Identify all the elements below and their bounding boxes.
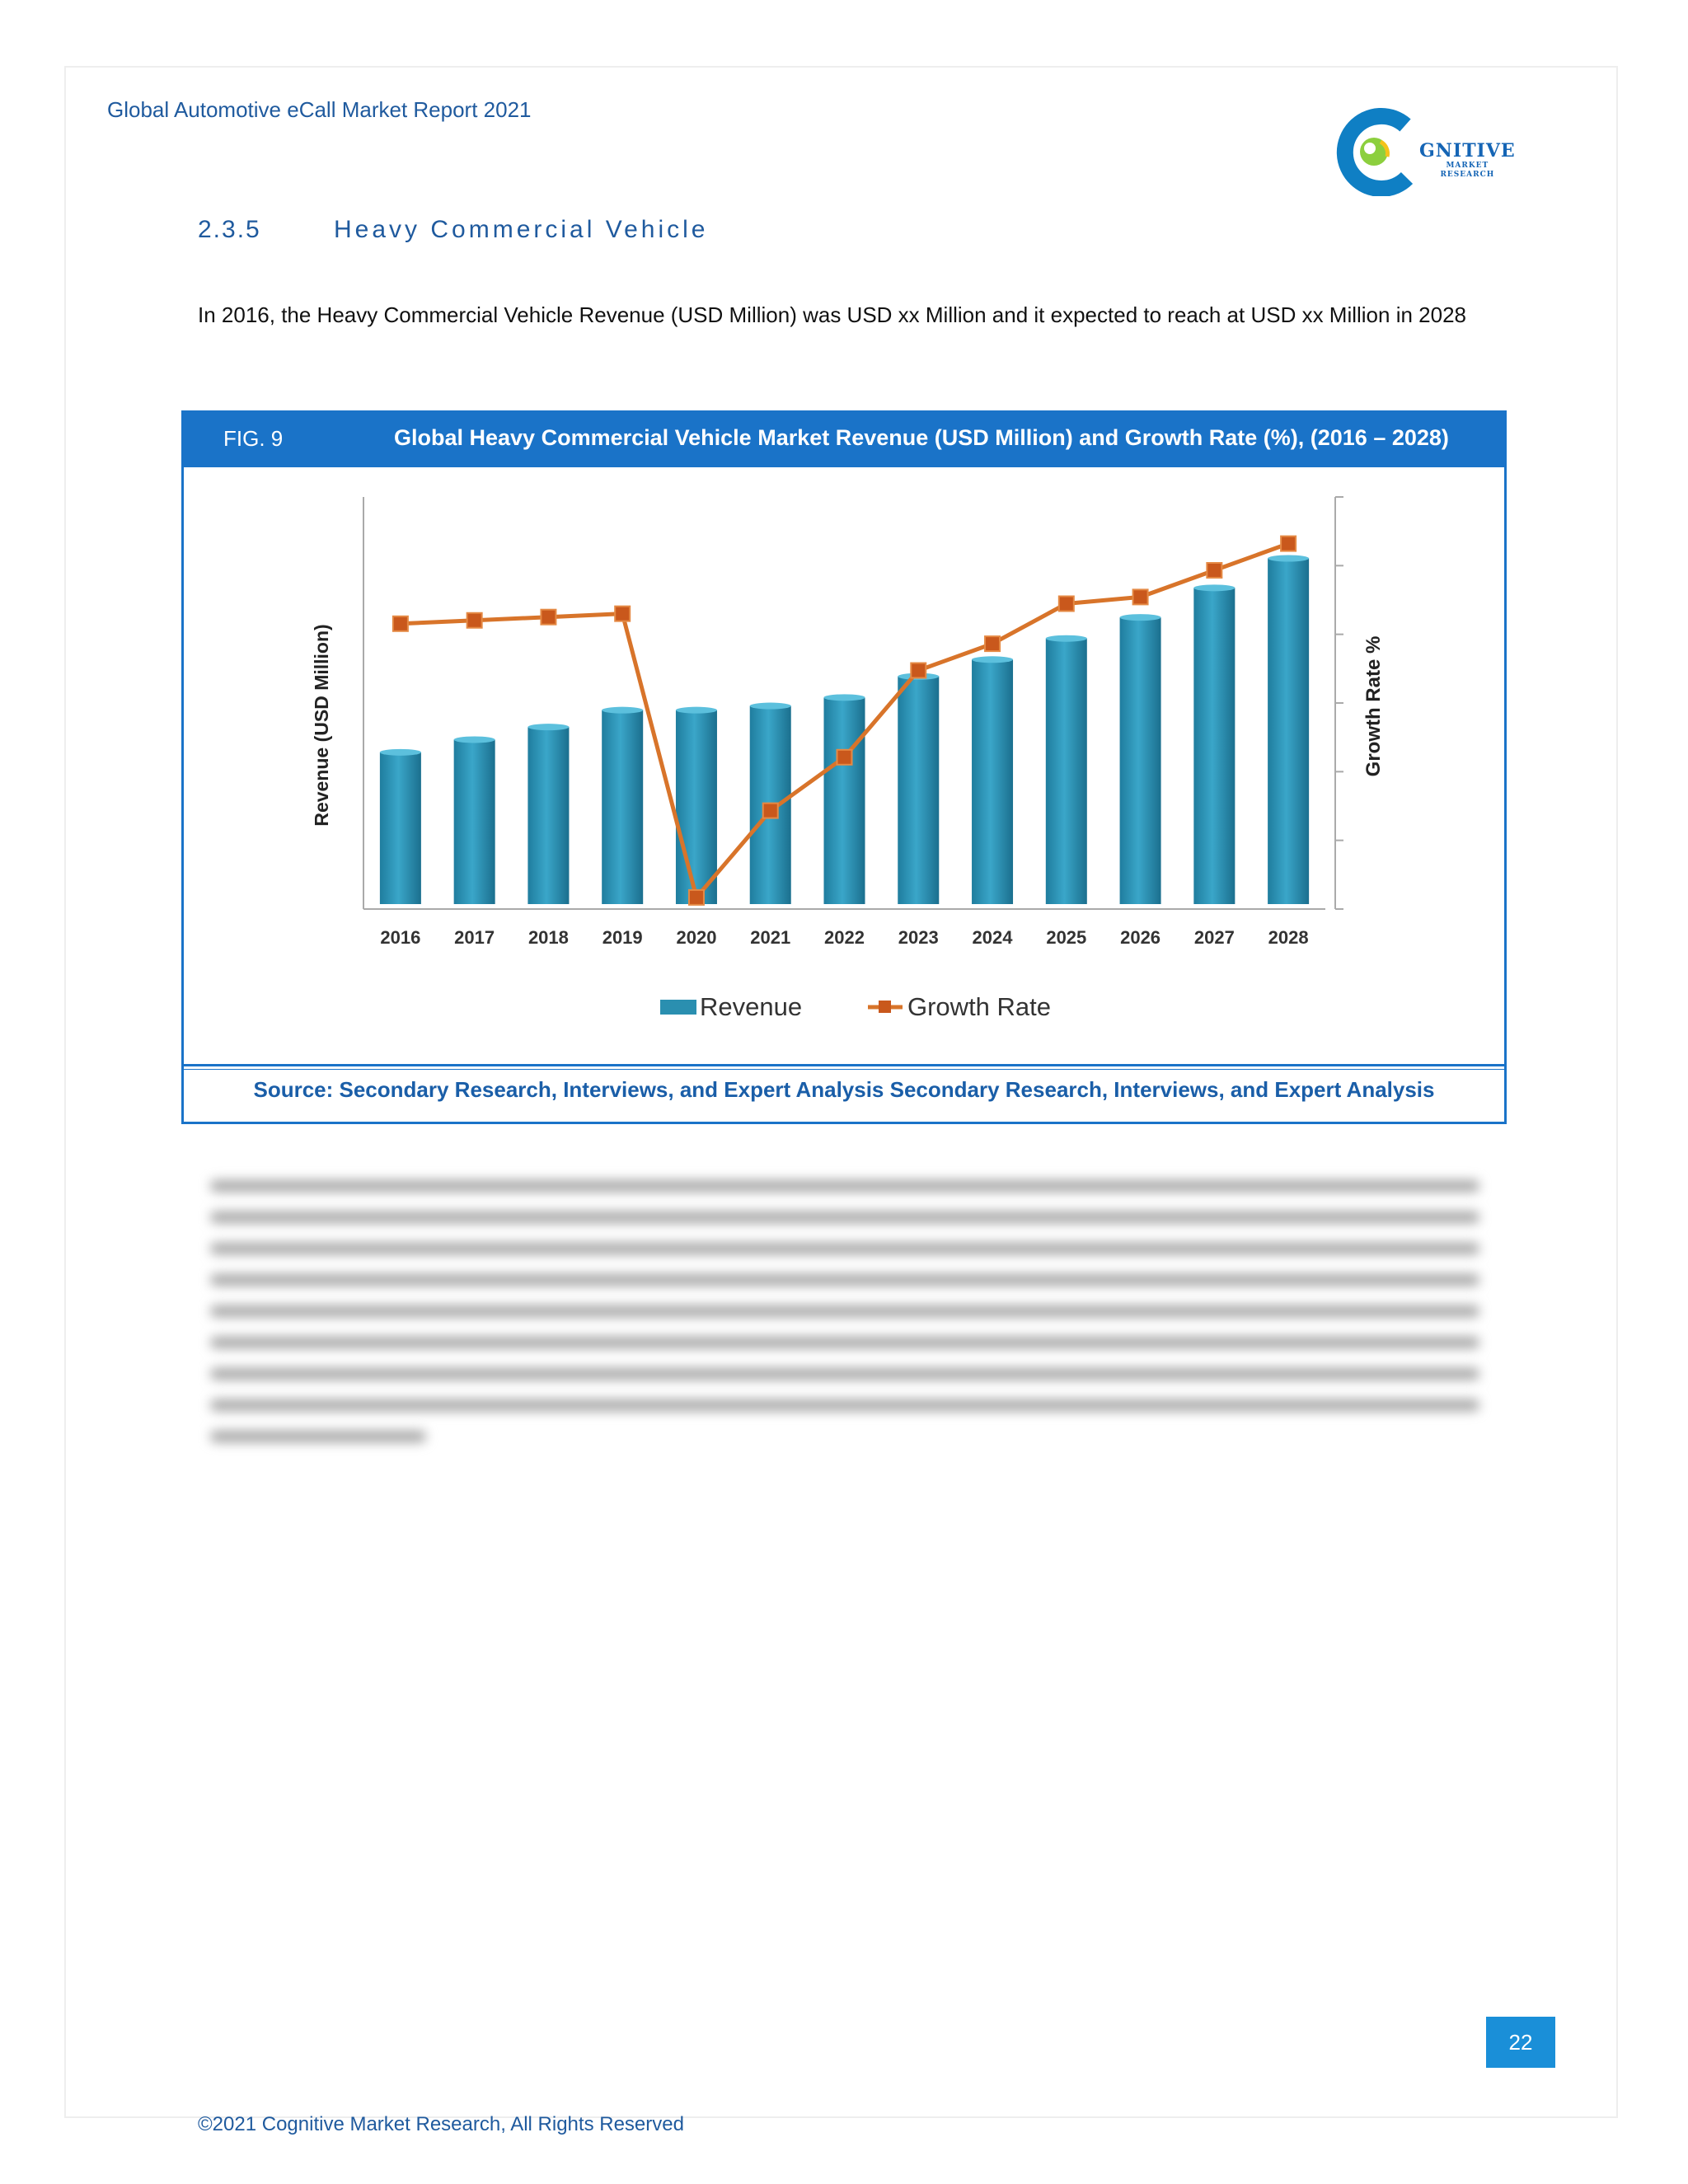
growth-point-2018 bbox=[541, 610, 556, 625]
bar-revenue-2025 bbox=[1046, 639, 1087, 904]
bar-revenue-2026 bbox=[1120, 617, 1161, 904]
bar-cap-2020 bbox=[676, 707, 717, 714]
footer-copyright: ©2021 Cognitive Market Research, All Rights Reserved bbox=[198, 2113, 684, 2135]
x-tick-label: 2026 bbox=[1120, 927, 1161, 948]
revenue-growth-chart bbox=[184, 467, 1504, 1062]
growth-point-2027 bbox=[1207, 563, 1221, 578]
x-tick-label: 2020 bbox=[676, 927, 717, 948]
growth-point-2020 bbox=[689, 890, 704, 905]
legend-growth-marker bbox=[879, 1001, 891, 1013]
bar-revenue-2028 bbox=[1268, 559, 1309, 904]
blurred-text-block bbox=[210, 1180, 1479, 1469]
x-tick-label: 2028 bbox=[1268, 927, 1309, 948]
bar-cap-2021 bbox=[750, 703, 791, 710]
legend-revenue-label: Revenue bbox=[700, 992, 803, 1021]
x-tick-label: 2019 bbox=[602, 927, 643, 948]
x-tick-label: 2017 bbox=[454, 927, 495, 948]
legend-revenue-swatch bbox=[660, 1000, 696, 1015]
growth-point-2017 bbox=[467, 613, 482, 628]
bar-cap-2024 bbox=[972, 656, 1013, 663]
section-number: 2.3.5 bbox=[198, 216, 261, 243]
bar-revenue-2016 bbox=[380, 752, 421, 904]
bar-cap-2028 bbox=[1268, 555, 1309, 562]
bar-cap-2026 bbox=[1120, 614, 1161, 621]
figure-divider bbox=[184, 1064, 1504, 1070]
figure-source: Source: Secondary Research, Interviews, and Expert Analysis Secondary Research, Interviews, and Expert Analysis bbox=[253, 1077, 1435, 1102]
figure-title: Global Heavy Commercial Vehicle Market Revenue (USD Million) and Growth Rate (%), (2016 – 2028) bbox=[394, 425, 1449, 450]
bar-revenue-2027 bbox=[1193, 588, 1235, 904]
section-title: Heavy Commercial Vehicle bbox=[334, 216, 709, 243]
y2-axis-label: Growth Rate % bbox=[1362, 635, 1385, 777]
growth-point-2022 bbox=[837, 750, 852, 765]
x-tick-label: 2018 bbox=[528, 927, 569, 948]
bar-cap-2022 bbox=[824, 694, 865, 701]
bar-cap-2016 bbox=[380, 749, 421, 756]
x-tick-label: 2016 bbox=[380, 927, 421, 948]
logo-wordmark: GNITIVE MARKET RESEARCH bbox=[1419, 140, 1516, 179]
x-tick-label: 2025 bbox=[1046, 927, 1087, 948]
x-tick-label: 2024 bbox=[972, 927, 1013, 948]
bar-revenue-2022 bbox=[824, 697, 865, 904]
x-tick-label: 2022 bbox=[824, 927, 865, 948]
running-header: Global Automotive eCall Market Report 2021 bbox=[107, 97, 532, 122]
bar-revenue-2017 bbox=[454, 739, 495, 904]
bar-cap-2017 bbox=[454, 736, 495, 743]
growth-point-2028 bbox=[1281, 537, 1296, 551]
x-tick-label: 2021 bbox=[750, 927, 791, 948]
bar-cap-2018 bbox=[528, 724, 569, 730]
bar-revenue-2023 bbox=[898, 677, 939, 904]
bar-cap-2019 bbox=[602, 707, 643, 714]
bar-revenue-2019 bbox=[602, 710, 643, 904]
bar-cap-2027 bbox=[1193, 584, 1235, 591]
growth-point-2019 bbox=[615, 607, 630, 621]
x-tick-label: 2023 bbox=[898, 927, 939, 948]
bar-cap-2025 bbox=[1046, 635, 1087, 642]
x-tick-label: 2027 bbox=[1193, 927, 1235, 948]
growth-point-2021 bbox=[763, 804, 778, 818]
bar-revenue-2020 bbox=[676, 710, 717, 904]
growth-point-2026 bbox=[1133, 589, 1148, 604]
legend-growth-label: Growth Rate bbox=[907, 992, 1052, 1021]
figure-header bbox=[184, 413, 1504, 467]
y-axis-label: Revenue (USD Million) bbox=[311, 624, 332, 827]
growth-point-2025 bbox=[1059, 597, 1074, 612]
growth-point-2023 bbox=[911, 663, 926, 678]
growth-point-2016 bbox=[393, 616, 408, 631]
figure-label: FIG. 9 bbox=[223, 426, 284, 451]
intro-paragraph: In 2016, the Heavy Commercial Vehicle Revenue (USD Million) was USD xx Million and it expected to reach at USD xx Million in 2028 bbox=[198, 302, 1467, 327]
bar-revenue-2024 bbox=[972, 659, 1013, 904]
growth-point-2024 bbox=[985, 636, 1000, 651]
page-number: 22 bbox=[1486, 2017, 1555, 2068]
chart-legend bbox=[660, 992, 1051, 1021]
figure-box bbox=[181, 410, 1507, 1124]
bar-revenue-2018 bbox=[528, 727, 569, 904]
